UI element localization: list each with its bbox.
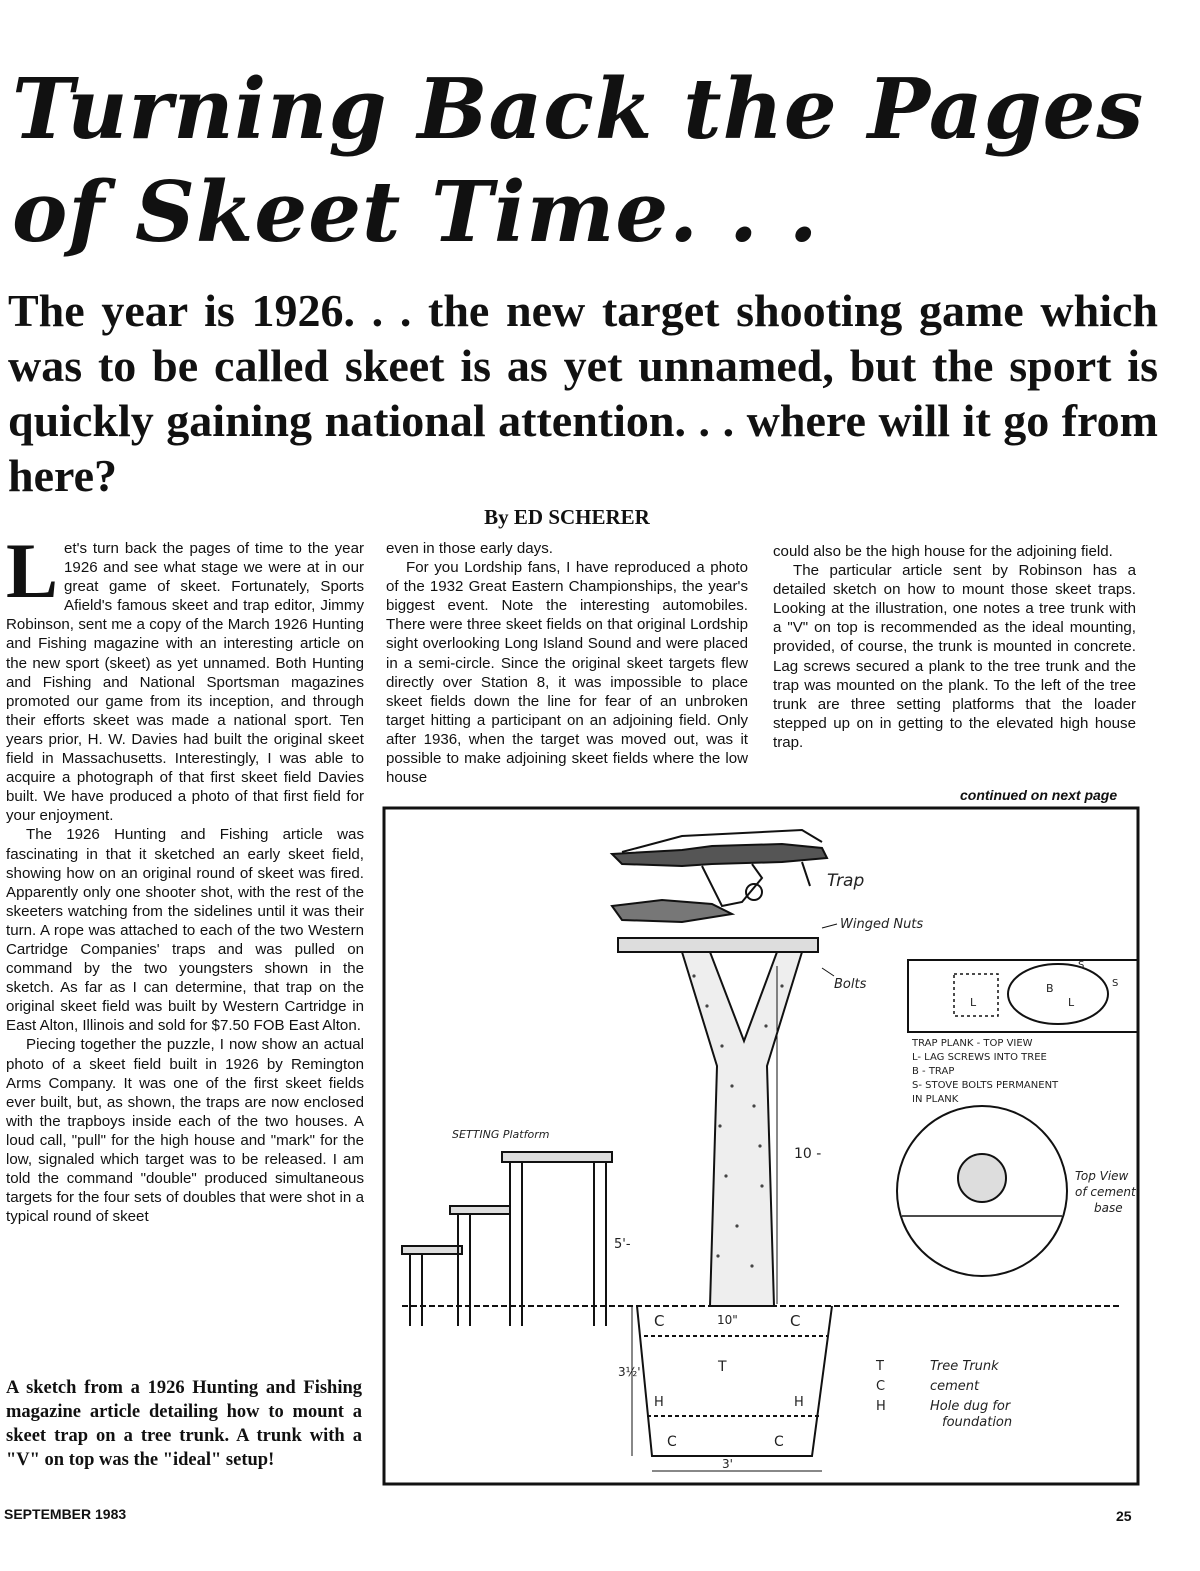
step-height-label: 5'- bbox=[614, 1237, 631, 1252]
letter-c-left: C bbox=[654, 1312, 665, 1330]
letter-c-right: C bbox=[790, 1312, 801, 1330]
top-view-label-2: of cement bbox=[1075, 1185, 1136, 1199]
letter-l-1: L bbox=[970, 996, 977, 1009]
winged-nuts-label: Winged Nuts bbox=[840, 917, 924, 932]
trap-label: Trap bbox=[827, 871, 865, 891]
paragraph: Piecing together the puzzle, I now show an actual photo of a skeet field built in 1926 by Remington Arms Company. It was one of the first skeet fields ever built, but, as shown, the traps are now enclosed with the trapboys inside each of the two houses. A loud call, "pull" for the high house and "mark" for the low, signaled which target was to be released. I am told the command "double" produced simultaneous targets for the four sets of doubles that were shot in a typical round of skeet bbox=[6, 1036, 364, 1226]
key-letter: C bbox=[876, 1379, 886, 1394]
bolts-label: Bolts bbox=[834, 977, 867, 992]
drop-cap: L bbox=[6, 527, 59, 614]
key-text: Hole dug for bbox=[930, 1399, 1011, 1414]
key-text: Tree Trunk bbox=[930, 1359, 999, 1374]
paragraph bbox=[6, 527, 364, 825]
issue-date: SEPTEMBER 1983 bbox=[4, 1506, 127, 1522]
paragraph: For you Lordship fans, I have reproduced a photo of the 1932 Great Eastern Championships, the year's biggest event. Note the interesting automobiles. There were three skeet fields on that original Lordship sight overlooking Long Island Sound and were placed in a semi-circle. Since the original skeet targets flew directly over Station 8, it was impossible to place skeet fields down the line for fear of an unbroken target hitting a participant on an adjoining field. Only after 1936, when the target was moved out, was it possible to make adjoining skeet fields where the low house bbox=[386, 559, 748, 787]
trunk-cross-section bbox=[958, 1154, 1006, 1202]
letter-s-2: S bbox=[1112, 978, 1119, 989]
letter-s-1: S bbox=[1078, 960, 1085, 971]
height-label: 10 - bbox=[794, 1146, 822, 1162]
paragraph: The particular article sent by Robinson has a detailed sketch on how to mount those skeet traps. Looking at the illustration, one notes a tree trunk with a "V" on top is recommended as the ideal mounting, provided, of course, the trunk is mounted in concrete. Lag screws secured a plank to the tree trunk and the trap was mounted on the plank. To the left of the tree trunk are three setting platforms that the loader stepped up on in getting to the elevated high house trap. bbox=[773, 562, 1136, 751]
trap-mount-sketch bbox=[382, 806, 1140, 1486]
top-view-label-3: base bbox=[1094, 1201, 1123, 1215]
legend-line: S- STOVE BOLTS PERMANENT bbox=[912, 1080, 1059, 1091]
key-text: cement bbox=[930, 1379, 980, 1394]
column-1 bbox=[6, 527, 364, 1226]
title-line-2: of Skeet Time. . . bbox=[12, 163, 819, 261]
article-subtitle: The year is 1926. . . the new target shooting game which was to be called skeet is as yet unnamed, but the sport is quickly gaining national attention. . . where will it go from here? bbox=[8, 285, 1158, 501]
paragraph: The 1926 Hunting and Fishing article was fascinating in that it sketched an early skeet field, showing how on an original round of skeet was fired. Apparently only one shooter shot, with the rest of the skeeters watching from the sidelines until it was their turn. A rope was attached to each of the two Western Cartridge Companies' traps and was pulled on command by the two youngsters shown in the sketch. As far as I can determine, that trap on the original skeet field was built by Western Cartridge in East Alton, Illinois and sold for $7.50 FOB East Alton. bbox=[6, 826, 364, 1035]
letter-c-bottom-left: C bbox=[667, 1434, 677, 1450]
page-number: 25 bbox=[1116, 1508, 1132, 1524]
letter-l-2: L bbox=[1068, 996, 1075, 1009]
letter-c-bottom-right: C bbox=[774, 1434, 784, 1450]
continued-note: continued on next page bbox=[960, 787, 1118, 803]
key-letter: H bbox=[876, 1399, 886, 1414]
letter-b: B bbox=[1046, 982, 1054, 995]
legend-line: B - TRAP bbox=[912, 1066, 955, 1077]
top-view-label-1: Top View bbox=[1075, 1169, 1129, 1183]
byline: By ED SCHERER bbox=[484, 505, 650, 529]
letter-h-right: H bbox=[794, 1395, 804, 1410]
paragraph: could also be the high house for the adjoining field. bbox=[773, 543, 1113, 560]
column-2 bbox=[386, 539, 748, 787]
paragraph: even in those early days. bbox=[386, 540, 553, 557]
figure-caption: A sketch from a 1926 Hunting and Fishing magazine article detailing how to mount a skeet trap on a tree trunk. A trunk with a "V" on top was the "ideal" setup! bbox=[6, 1378, 362, 1470]
key-text: foundation bbox=[942, 1415, 1013, 1430]
title-line-1: Turning Back the Pages bbox=[12, 60, 1145, 158]
legend-line: TRAP PLANK - TOP VIEW bbox=[912, 1038, 1033, 1049]
key-letter: T bbox=[876, 1359, 884, 1374]
trap-plank bbox=[618, 938, 818, 952]
letter-t: T bbox=[718, 1359, 727, 1375]
paragraph-text: et's turn back the pages of time to the year 1926 and see what stage we were at in our great game of skeet. Fortunately, Sports Afield's famous skeet and trap editor, Jimmy Robinson, sent me a copy of the March 1926 Hunting and Fishing magazine with an interesting article on the new sport (skeet) as yet unnamed. Both Hunting and Fishing and National Sportsman magazines promoted our game from its inception, and through their efforts skeet was made a national sport. Ten years prior, H. W. Davies had built the original skeet field in Massachusetts. Interestingly, I was able to acquire a photograph of that first skeet field Davies built. We have produced a photo of that first field for your enjoyment. bbox=[6, 540, 364, 825]
platform-label: SETTING Platform bbox=[452, 1128, 550, 1141]
depth-label: 3½' bbox=[618, 1365, 641, 1379]
legend-line: L- LAG SCREWS INTO TREE bbox=[912, 1052, 1047, 1063]
column-3 bbox=[773, 542, 1136, 752]
article-title bbox=[12, 58, 1192, 264]
legend-line: IN PLANK bbox=[912, 1094, 959, 1105]
base-width-label: 3' bbox=[722, 1457, 733, 1471]
letter-h-left: H bbox=[654, 1395, 664, 1410]
top-width-label: 10" bbox=[717, 1313, 738, 1327]
